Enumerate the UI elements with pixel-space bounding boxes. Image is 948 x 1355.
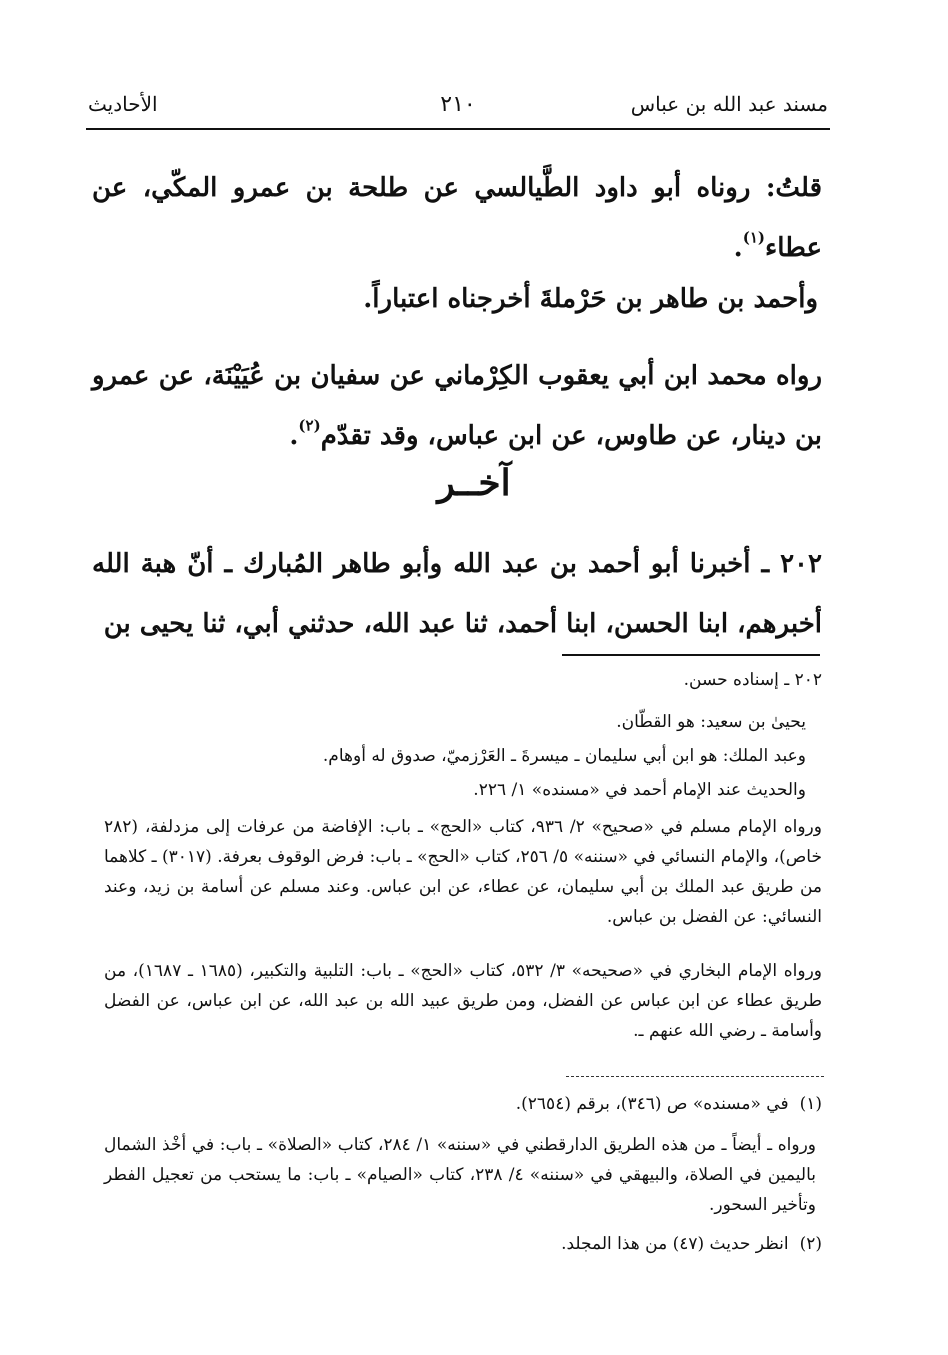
main-paragraph-2: وأحمد بن طاهر بن حَرْملةَ أخرجناه اعتباراً. — [363, 284, 818, 314]
page-number: ٢١٠ — [440, 92, 476, 117]
commentary-line-1: يحيىٰ بن سعيد: هو القطّان. — [616, 712, 806, 732]
footnote-2-text: انظر حديث (٤٧) من هذا المجلد. — [561, 1234, 789, 1254]
header-rule — [86, 128, 830, 130]
paragraph-1-end: . — [733, 233, 743, 263]
paragraph-1-text: قلتُ: روناه أبو داود الطَّيالسي عن طلحة بن عمرو المكّي، عن عطاء — [92, 173, 822, 263]
main-paragraph-4: ٢٠٢ ـ أخبرنا أبو أحمد بن عبد الله وأبو طاهر المُبارك ـ أنّ هبة الله أخبرهم، ابنا الحسن، ابنا أحمد، ثنا عبد الله، حدثني أبي، ثنا يحيى بن — [92, 549, 822, 639]
footnote-rule — [566, 1076, 824, 1077]
running-header — [88, 92, 828, 126]
header-book-title: مسند عبد الله بن عباس — [630, 92, 828, 116]
footnote-1-text: في «مسنده» ص (٣٤٦)، برقم (٢٦٥٤). — [515, 1094, 789, 1114]
footnote-1-continuation: ورواه ـ أيضاً ـ من هذه الطريق الدارقطني في «سننه» ١/ ٢٨٤، كتاب «الصلاة» ـ باب: في أخْذ الشمال باليمين في الصلاة، والبيهقي في «سننه» ٤/ ٢٣٨، كتاب «الصيام» ـ باب: ما يستحب من تعجيل الفطر وتأخير السحور. — [104, 1135, 816, 1215]
main-paragraph-1 — [92, 158, 822, 278]
footnote-2 — [100, 1234, 822, 1254]
section-title: آخــر — [437, 462, 511, 504]
commentary-rule — [562, 654, 820, 656]
footnote-1-number: (١) — [799, 1094, 822, 1114]
footnote-2-number: (٢) — [799, 1234, 822, 1254]
footnote-ref-1[interactable]: (١) — [742, 228, 765, 247]
footnote-1 — [100, 1094, 822, 1114]
main-paragraph-3 — [92, 346, 822, 466]
header-section: الأحاديث — [88, 92, 158, 116]
commentary-paragraph-5: ورواه الإمام البخاري في «صحيحه» ٣/ ٥٣٢، كتاب «الحج» ـ باب: التلبية والتكبير، (١٦٨٥ ـ ١٦٨٧)، من طريق عطاء عن ابن عباس عن الفضل، ومن طريق عبيد الله بن عبد الله، عن ابن عباس، عن الفضل وأسامة ـ رضي الله عنهم ـ. — [104, 961, 822, 1041]
commentary-line-3: والحديث عند الإمام أحمد في «مسنده» ١/ ٢٢٦. — [473, 780, 806, 800]
paragraph-3-text: رواه محمد ابن أبي يعقوب الكِرْماني عن سفيان بن عُيَيْنَة، عن عمرو بن دينار، عن طاوس، عن ابن عباس، وقد تقدّم — [92, 361, 822, 451]
commentary-heading: ٢٠٢ ـ إسناده حسن. — [683, 670, 822, 690]
footnote-ref-2[interactable]: (٢) — [298, 416, 321, 435]
commentary-line-2: وعبد الملك: هو ابن أبي سليمان ـ ميسرةَ ـ العَرْزميّ، صدوق له أوهام. — [322, 746, 806, 766]
commentary-paragraph-4: ورواه الإمام مسلم في «صحيح» ٢/ ٩٣٦، كتاب «الحج» ـ باب: الإفاضة من عرفات إلى مزدلفة، (٢٨٢ خاص)، والإمام النسائي في «سننه» ٥/ ٢٥٦، كتاب «الحج» ـ باب: فرض الوقوف بعرفة. (٣٠١٧) ـ كلاهما من طريق عبد الملك بن أبي سليمان، عن عطاء، عن ابن عباس. وعند مسلم عن أسامة بن زيد، وعند النسائي: عن الفضل بن عباس. — [104, 817, 822, 927]
paragraph-3-end: . — [289, 421, 299, 451]
